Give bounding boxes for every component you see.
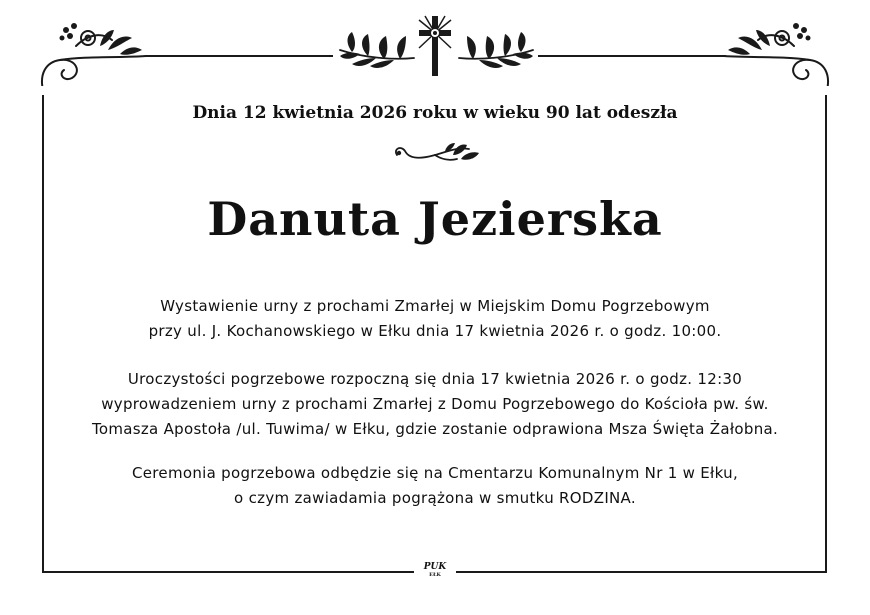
paragraph-urn-viewing [0,294,870,344]
paragraph-line: wyprowadzeniem urny z prochami Zmarłej z Domu Pogrzebowego do Kościoła pw. św. [101,395,769,413]
puk-logo-text: PUK [423,562,447,572]
cross-icon [415,14,455,78]
deceased-name: Danuta Jezierska [207,192,663,246]
paragraph-line: Uroczystości pogrzebowe rozpoczną się dnia 17 kwietnia 2026 r. o godz. 12:30 [127,370,743,388]
swirl-ornament-icon [714,16,834,86]
paragraph-line: Ceremonia pogrzebowa odbędzie się na Cmentarzu Komunalnym Nr 1 w Ełku, [131,464,739,482]
puk-logo [418,563,452,578]
paragraph-line: Tomasza Apostoła /ul. Tuwima/ w Ełku, gdzie zostanie odprawiona Msza Święta Żałobna. [91,420,779,438]
frame-top-line-left [145,55,333,57]
paragraph-line: Wystawienie urny z prochami Zmarłej w Miejskim Domu Pogrzebowym [160,297,710,315]
frame-bottom-border-left [42,571,414,573]
leaf-divider-icon [385,141,485,171]
paragraph-line: o czym zawiadamia pogrążona w smutku RODZINA. [234,489,636,507]
paragraph-line: przy ul. J. Kochanowskiego w Ełku dnia 17 kwietnia 2026 r. o godz. 10:00. [148,322,722,340]
puk-logo-subtext: EŁK [429,572,441,578]
paragraph-funeral-ceremony [0,367,870,442]
paragraph-burial [0,461,870,511]
frame-bottom-border-right [456,571,827,573]
swirl-ornament-icon [36,16,156,86]
frame-top-line-right [538,55,726,57]
death-announcement-heading: Dnia 12 kwietnia 2026 roku w wieku 90 lat odeszła [192,103,678,123]
